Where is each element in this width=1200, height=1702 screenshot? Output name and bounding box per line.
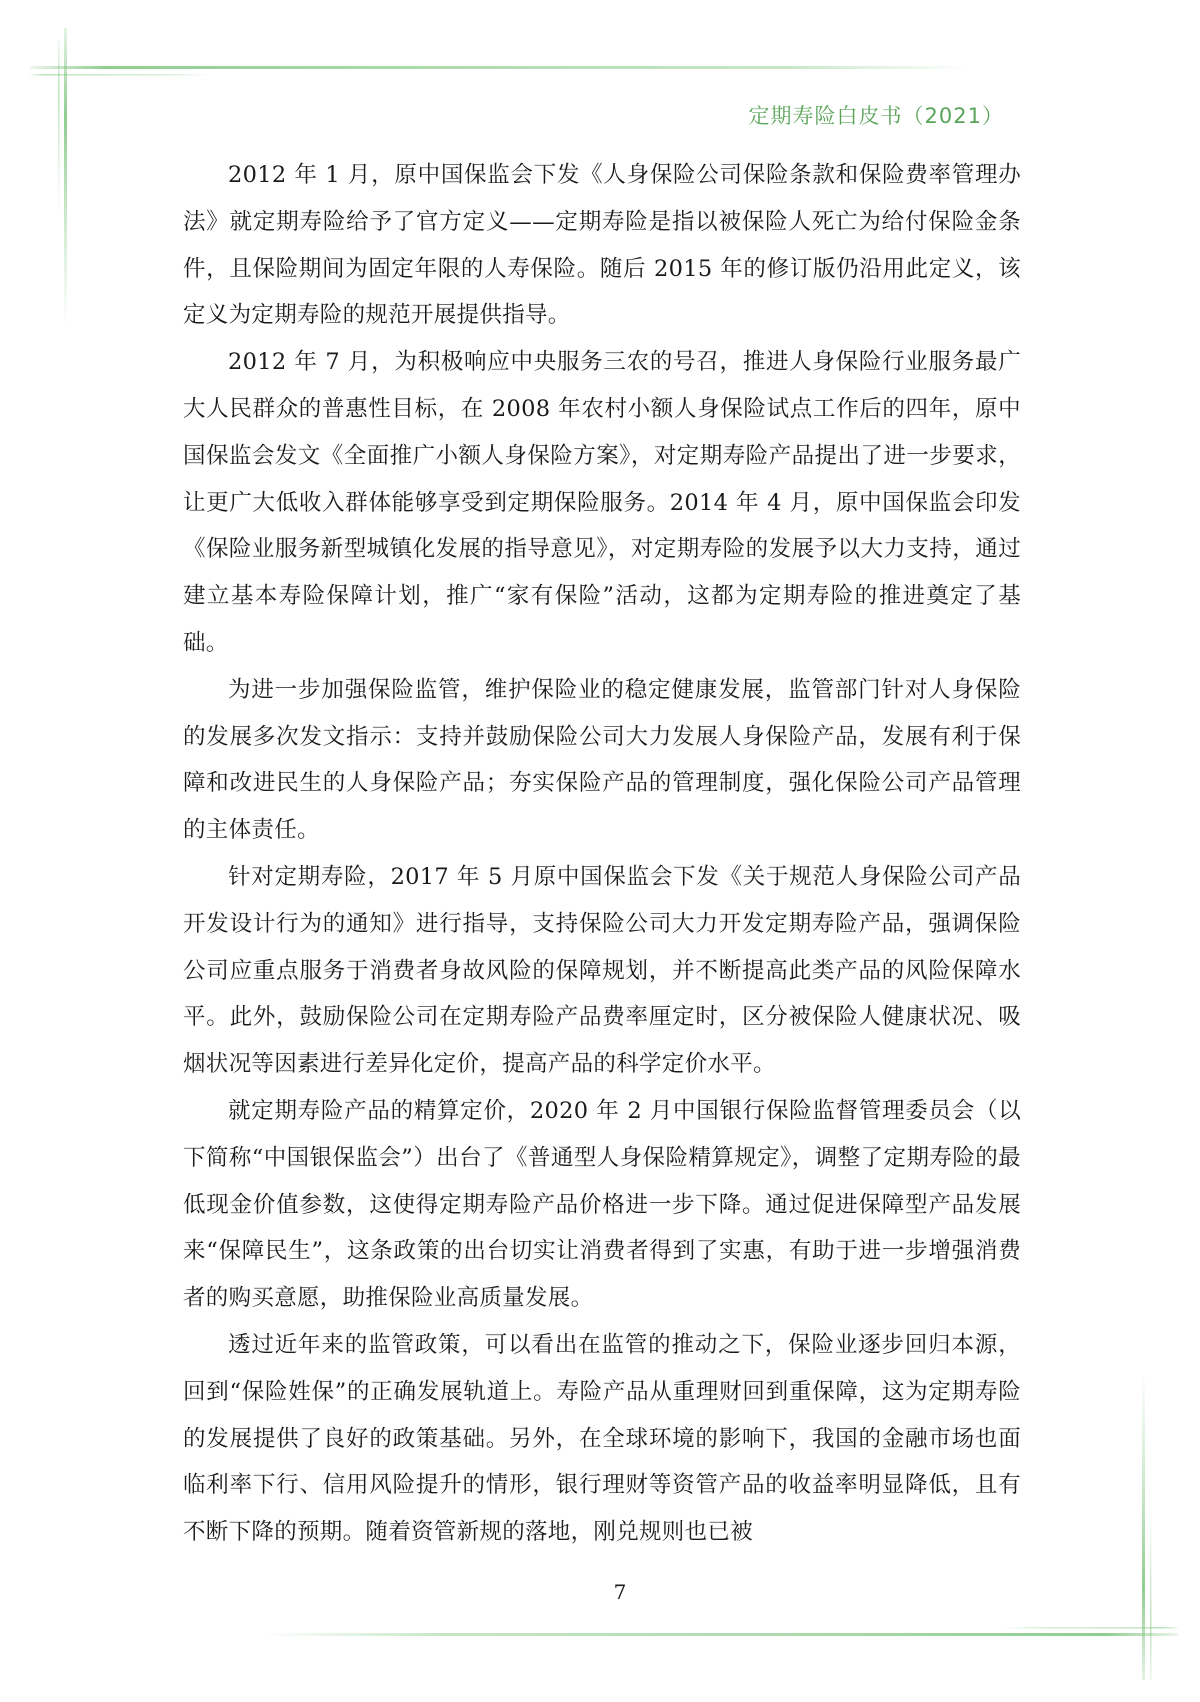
running-header-title: 定期寿险白皮书（2021） (748, 104, 1004, 128)
paragraph: 就定期寿险产品的精算定价，2020 年 2 月中国银行保险监督管理委员会（以下简称“中国银保监会”）出台了《普通型人身保险精算规定》，调整了定期寿险的最低现金价值参数，这使得定期寿险产品价格进一步下降。通过促进保障型产品发展来“保障民生”，这条政策的出台切实让消费者得到了实惠，有助于进一步增强消费者的购买意愿，助推保险业高质量发展。 (183, 1097, 1021, 1312)
paragraph: 针对定期寿险，2017 年 5 月原中国保监会下发《关于规范人身保险公司产品开发设计行为的通知》进行指导，支持保险公司大力开发定期寿险产品，强调保险公司应重点服务于消费者身故风险的保障规划，并不断提高此类产品的风险保障水平。此外，鼓励保险公司在定期寿险产品费率厘定时，区分被保险人健康状况、吸烟状况等因素进行差异化定价，提高产品的科学定价水平。 (183, 863, 1021, 1078)
body-text (183, 152, 1021, 1556)
paragraph: 2012 年 7 月，为积极响应中央服务三农的号召，推进人身保险行业服务最广大人民群众的普惠性目标，在 2008 年农村小额人身保险试点工作后的四年，原中国保监会发文《全面推广小额人身保险方案》，对定期寿险产品提出了进一步要求，让更广大低收入群体能够享受到定期保险服务。2014 年 4 月，原中国保监会印发《保险业服务新型城镇化发展的指导意见》，对定期寿险的发展予以大力支持，通过建立基本寿险保障计划，推广“家有保险”活动，这都为定期寿险的推进奠定了基础。 (183, 349, 1021, 656)
paragraph: 2012 年 1 月，原中国保监会下发《人身保险公司保险条款和保险费率管理办法》就定期寿险给予了官方定义——定期寿险是指以被保险人死亡为给付保险金条件，且保险期间为固定年限的人寿保险。随后 2015 年的修订版仍沿用此定义，该定义为定期寿险的规范开展提供指导。 (183, 162, 1021, 329)
paragraph: 透过近年来的监管政策，可以看出在监管的推动之下，保险业逐步回归本源，回到“保险姓保”的正确发展轨道上。寿险产品从重理财回到重保障，这为定期寿险的发展提供了良好的政策基础。另外，在全球环境的影响下，我国的金融市场也面临利率下行、信用风险提升的情形，银行理财等资管产品的收益率明显降低，且有不断下降的预期。随着资管新规的落地，刚兑规则也已被 (183, 1331, 1021, 1546)
paragraph: 为进一步加强保险监管，维护保险业的稳定健康发展，监管部门针对人身保险的发展多次发文指示：支持并鼓励保险公司大力发展人身保险产品，发展有利于保障和改进民生的人身保险产品；夯实保险产品的管理制度，强化保险公司产品管理的主体责任。 (183, 676, 1021, 844)
page-number: 7 (613, 1580, 627, 1604)
